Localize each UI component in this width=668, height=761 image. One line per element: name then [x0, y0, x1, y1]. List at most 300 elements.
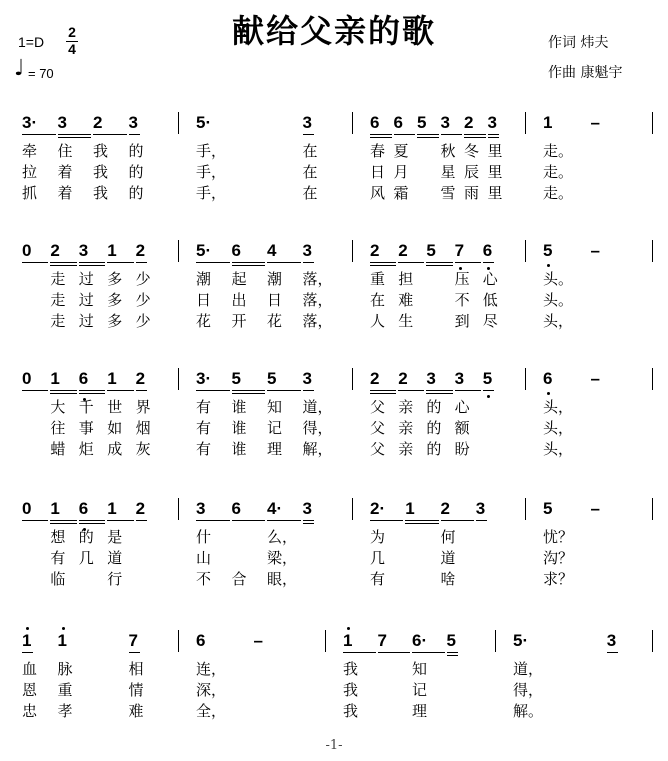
lyric-char: 的: [128, 184, 144, 202]
lyric-char: 夏: [393, 142, 409, 160]
lyric-char: 到: [454, 312, 470, 330]
lyric-char: 我: [343, 660, 359, 678]
lyric-char: 手，: [196, 163, 227, 181]
lyric-char: 尽: [482, 312, 498, 330]
beam-line: [483, 262, 494, 263]
lyric-char: 想: [50, 528, 66, 546]
lyric-char: 花: [267, 312, 283, 330]
lyric-char: 在: [370, 291, 386, 309]
beam-line: [398, 390, 424, 391]
note: 6: [231, 499, 241, 518]
bar-line: [178, 630, 179, 652]
note: 1: [57, 631, 67, 650]
beam-line: [303, 134, 314, 135]
beam-line: [370, 137, 392, 138]
lyric-char: 日: [196, 291, 212, 309]
bar-line: [495, 630, 496, 652]
lyric-char: 我: [93, 184, 109, 202]
note: 3: [440, 113, 450, 132]
beam-line: [441, 134, 463, 135]
lyric-char: 记: [412, 681, 428, 699]
bar-line: [525, 498, 526, 520]
note: 2: [50, 241, 60, 260]
lyric-char: 梁，: [267, 549, 298, 567]
lyric-char: 得，: [513, 681, 544, 699]
note: 1: [343, 631, 353, 650]
lyric-char: 过: [78, 270, 94, 288]
bar-line: [178, 368, 179, 390]
beam-line: [447, 655, 458, 656]
lyric-char: 过: [78, 291, 94, 309]
lyric-char: 连，: [196, 660, 227, 678]
lyric-char: 知: [267, 398, 283, 416]
note: 6: [482, 241, 493, 260]
note: 2: [440, 499, 450, 518]
lyric-char: 多: [107, 312, 123, 330]
lyric-char: 多: [107, 270, 123, 288]
octave-dot-above: [347, 627, 350, 630]
lyric-char: 心: [482, 270, 498, 288]
bar-line: [652, 112, 653, 134]
lyric-char: 的: [128, 163, 144, 181]
lyric-char: 的: [426, 440, 442, 458]
lyric-char: 孝: [57, 702, 73, 720]
beam-line: [370, 262, 396, 263]
note: 2: [135, 369, 146, 388]
note: 3: [454, 369, 465, 388]
beam-line: [378, 652, 411, 653]
lyric-char: 脉: [57, 660, 73, 678]
note: 3: [487, 113, 497, 132]
beam-line: [394, 134, 416, 135]
beam-line: [483, 390, 494, 391]
beam-line: [58, 137, 92, 138]
note: 1: [543, 113, 553, 132]
lyric-char: 有: [50, 549, 66, 567]
note: 2: [135, 241, 146, 260]
lyric-char: 解，: [302, 440, 333, 458]
lyric-char: 理: [412, 702, 428, 720]
lyric-char: 蜡: [50, 440, 66, 458]
beam-line: [447, 652, 458, 653]
lyric-char: 沟？: [543, 549, 574, 567]
bar-line: [352, 112, 353, 134]
lyric-char: 头，: [543, 419, 574, 437]
lyric-char: 多: [107, 291, 123, 309]
lyric-char: 落，: [302, 291, 333, 309]
beam-line: [50, 520, 76, 521]
lyric-char: 走。: [543, 184, 574, 202]
note: 2: [398, 369, 408, 388]
lyric-char: 落，: [302, 270, 333, 288]
note: 2: [135, 499, 146, 518]
beam-line: [79, 393, 105, 394]
lyric-char: 走: [50, 270, 66, 288]
beam-line: [79, 390, 105, 391]
beam-line: [370, 393, 396, 394]
page-number: -1-: [325, 738, 343, 753]
beam-line: [426, 390, 452, 391]
beam-line: [464, 134, 486, 135]
lyric-char: 抓: [22, 184, 38, 202]
lyric-char: 辰: [464, 163, 480, 181]
beam-line: [370, 265, 396, 266]
lyric-char: 亲: [398, 419, 414, 437]
beam-line: [464, 137, 486, 138]
lyric-char: 秋: [440, 142, 456, 160]
lyric-char: 雨: [464, 184, 480, 202]
beam-line: [79, 262, 105, 263]
beam-line: [50, 393, 76, 394]
lyric-char: 如: [107, 419, 123, 437]
beam-line: [370, 390, 396, 391]
lyric-char: 什: [196, 528, 212, 546]
lyric-char: 在: [302, 184, 318, 202]
lyric-char: 记: [267, 419, 283, 437]
bar-line: [352, 240, 353, 262]
octave-dot-below: [487, 395, 490, 398]
time-signature-bottom: 4: [68, 41, 76, 57]
lyric-char: 潮: [267, 270, 283, 288]
lyric-char: 走: [50, 312, 66, 330]
beam-line: [50, 523, 76, 524]
lyric-char: 日: [267, 291, 283, 309]
lyric-char: 几: [78, 549, 94, 567]
beam-line: [22, 134, 56, 135]
lyric-char: 头，: [543, 312, 574, 330]
lyric-char: 日: [370, 163, 386, 181]
note: 5·: [513, 631, 529, 650]
beam-line: [50, 265, 76, 266]
song-title: 献给父亲的歌: [231, 12, 436, 50]
lyric-char: 少: [135, 312, 151, 330]
lyric-char: 道: [440, 549, 456, 567]
lyric-char: 霜: [393, 184, 409, 202]
quarter-note-icon: ♩: [14, 56, 25, 81]
lyric-char: 的: [128, 142, 144, 160]
lyric-char: 走。: [543, 142, 574, 160]
note: 5: [543, 499, 553, 518]
lyric-char: 求？: [543, 570, 574, 588]
time-signature-top: 2: [68, 24, 76, 40]
lyric-char: 界: [135, 398, 151, 416]
lyric-char: 着: [57, 163, 73, 181]
lyric-char: 道，: [302, 398, 333, 416]
lyric-char: 亲: [398, 398, 414, 416]
lyric-char: 道: [107, 549, 123, 567]
octave-dot-below: [547, 392, 550, 395]
lyricist-credit: 作词 炜夫: [548, 35, 609, 51]
lyric-char: 忧？: [543, 528, 574, 546]
lyric-char: 合: [231, 570, 247, 588]
note: 3·: [22, 113, 38, 132]
lyric-char: 重: [57, 681, 73, 699]
lyric-char: 谁: [231, 440, 247, 458]
beam-line: [412, 652, 445, 653]
beam-line: [303, 262, 314, 263]
lyric-char: 难: [128, 702, 144, 720]
note: 6: [78, 499, 89, 518]
lyric-char: 牵: [22, 142, 38, 160]
lyric-char: 头。: [543, 291, 574, 309]
lyric-char: 千: [78, 398, 94, 416]
lyric-char: 人: [370, 312, 386, 330]
note: 5·: [196, 241, 212, 260]
note: 3: [128, 113, 138, 132]
note: 2: [464, 113, 474, 132]
bar-line: [178, 498, 179, 520]
note: 7: [454, 241, 465, 260]
lyric-char: 过: [78, 312, 94, 330]
lyric-char: 雪: [440, 184, 456, 202]
beam-line: [93, 134, 127, 135]
lyric-char: 额: [454, 419, 470, 437]
lyric-char: 道，: [513, 660, 544, 678]
note: 1: [107, 499, 117, 518]
lyric-char: 压: [454, 270, 470, 288]
beam-line: [405, 520, 438, 521]
beam-line: [196, 520, 230, 521]
lyric-char: 相: [128, 660, 144, 678]
beam-line: [405, 523, 438, 524]
lyric-char: 开: [231, 312, 247, 330]
key-signature: 1=D: [18, 34, 45, 50]
sustain-dash: –: [590, 113, 600, 132]
beam-line: [129, 652, 140, 653]
bar-line: [525, 368, 526, 390]
beam-line: [267, 520, 301, 521]
lyric-char: 忠: [22, 702, 38, 720]
lyric-char: 在: [302, 142, 318, 160]
lyric-char: 世: [107, 398, 123, 416]
lyric-char: 盼: [454, 440, 470, 458]
lyric-char: 风: [370, 184, 386, 202]
bar-line: [525, 112, 526, 134]
lyric-char: 少: [135, 270, 151, 288]
beam-line: [196, 390, 230, 391]
beam-line: [232, 390, 266, 391]
lyric-char: 炬: [78, 440, 94, 458]
lyric-char: 走: [50, 291, 66, 309]
note: 5: [482, 369, 493, 388]
note: 2: [370, 369, 380, 388]
lyric-char: 行: [107, 570, 123, 588]
beam-line: [50, 390, 76, 391]
bar-line: [652, 368, 653, 390]
note: 5: [426, 241, 436, 260]
lyric-char: 是: [107, 528, 123, 546]
beam-line: [370, 520, 403, 521]
beam-line: [50, 262, 76, 263]
lyric-char: 重: [370, 270, 386, 288]
lyric-char: 的: [426, 419, 442, 437]
lyric-char: 里: [487, 142, 503, 160]
lyric-char: 为: [370, 528, 386, 546]
lyric-char: 担: [398, 270, 414, 288]
beam-line: [343, 652, 376, 653]
lyric-char: 不: [196, 570, 212, 588]
beam-line: [426, 262, 452, 263]
note: 1: [50, 369, 60, 388]
beam-line: [370, 134, 392, 135]
beam-line: [398, 262, 424, 263]
lyric-char: 得，: [302, 419, 333, 437]
lyric-char: 往: [50, 419, 66, 437]
note: 1: [22, 631, 32, 650]
lyric-char: 我: [343, 702, 359, 720]
sustain-dash: –: [590, 369, 600, 388]
lyric-char: 起: [231, 270, 247, 288]
note: 1: [107, 241, 117, 260]
note: 4: [267, 241, 277, 260]
tempo-marking: = 70: [28, 66, 54, 81]
note: 2·: [370, 499, 386, 518]
note: 6: [231, 241, 241, 260]
note: 3: [78, 241, 89, 260]
lyric-char: 有: [196, 398, 212, 416]
lyric-char: 谁: [231, 398, 247, 416]
beam-line: [303, 523, 314, 524]
note: 5: [543, 241, 553, 260]
note: 6·: [412, 631, 428, 650]
beam-line: [232, 520, 266, 521]
lyric-char: 临: [50, 570, 66, 588]
beam-line: [417, 137, 439, 138]
note: 1: [107, 369, 117, 388]
lyric-char: 恩: [22, 681, 38, 699]
note: 5: [446, 631, 456, 650]
beam-line: [488, 134, 499, 135]
lyric-char: 亲: [398, 440, 414, 458]
lyric-char: 拉: [22, 163, 38, 181]
lyric-char: 父: [370, 419, 386, 437]
lyric-char: 在: [302, 163, 318, 181]
note: 6: [78, 369, 89, 388]
beam-line: [426, 393, 452, 394]
lyric-char: 全，: [196, 702, 227, 720]
lyric-char: 父: [370, 398, 386, 416]
beam-line: [136, 262, 147, 263]
beam-line: [196, 262, 230, 263]
beam-line: [455, 390, 481, 391]
lyric-char: 不: [454, 291, 470, 309]
beam-line: [232, 393, 266, 394]
bar-line: [352, 498, 353, 520]
lyric-char: 头，: [543, 398, 574, 416]
lyric-char: 有: [370, 570, 386, 588]
lyric-char: 手，: [196, 184, 227, 202]
note: 5: [267, 369, 277, 388]
lyric-char: 星: [440, 163, 456, 181]
beam-line: [58, 134, 92, 135]
octave-dot-above: [62, 627, 65, 630]
lyric-char: 情: [128, 681, 144, 699]
lyric-char: 血: [22, 660, 38, 678]
note: 3: [196, 499, 206, 518]
lyric-char: 里: [487, 184, 503, 202]
note: 2: [93, 113, 103, 132]
lyric-char: 何: [440, 528, 456, 546]
lyric-char: 花: [196, 312, 212, 330]
lyric-char: 低: [482, 291, 498, 309]
octave-dot-above: [26, 627, 29, 630]
note: 3: [302, 369, 312, 388]
note: 3: [302, 499, 312, 518]
note: 5·: [196, 113, 212, 132]
lyric-char: 的: [78, 528, 94, 546]
lyric-char: 春: [370, 142, 386, 160]
note: 3: [57, 113, 67, 132]
lyric-char: 谁: [231, 419, 247, 437]
lyric-char: 山: [196, 549, 212, 567]
beam-line: [79, 520, 105, 521]
note: 6: [393, 113, 403, 132]
lyric-char: 冬: [464, 142, 480, 160]
lyric-char: 有: [196, 419, 212, 437]
lyric-char: 几: [370, 549, 386, 567]
bar-line: [325, 630, 326, 652]
beam-line: [441, 520, 474, 521]
beam-line: [22, 262, 48, 263]
sustain-dash: –: [590, 241, 600, 260]
lyric-char: 出: [231, 291, 247, 309]
beam-line: [455, 262, 481, 263]
lyric-char: 我: [93, 142, 109, 160]
note: 0: [22, 369, 32, 388]
bar-line: [178, 240, 179, 262]
octave-dot-below: [547, 264, 550, 267]
lyric-char: 头，: [543, 440, 574, 458]
beam-line: [232, 262, 266, 263]
lyric-char: 有: [196, 440, 212, 458]
beam-line: [136, 520, 147, 521]
lyric-char: 知: [412, 660, 428, 678]
lyric-char: 难: [398, 291, 414, 309]
lyric-char: 眼，: [267, 570, 298, 588]
lyric-char: 住: [57, 142, 73, 160]
beam-line: [136, 390, 147, 391]
note: 3·: [196, 369, 212, 388]
bar-line: [178, 112, 179, 134]
lyric-char: 手，: [196, 142, 227, 160]
beam-line: [129, 134, 140, 135]
beam-line: [107, 262, 133, 263]
note: 4·: [267, 499, 283, 518]
sustain-dash: –: [590, 499, 600, 518]
composer-credit: 作曲 康魁宇: [548, 65, 623, 81]
note: 3: [475, 499, 486, 518]
lyric-char: 啥: [440, 570, 456, 588]
beam-line: [22, 520, 48, 521]
lyric-char: 的: [426, 398, 442, 416]
note: 6: [370, 113, 380, 132]
note: 2: [398, 241, 408, 260]
note: 0: [22, 499, 32, 518]
lyric-char: 成: [107, 440, 123, 458]
beam-line: [22, 390, 48, 391]
lyric-char: 烟: [135, 419, 151, 437]
bar-line: [352, 368, 353, 390]
beam-line: [417, 134, 439, 135]
bar-line: [652, 630, 653, 652]
bar-line: [525, 240, 526, 262]
lyric-char: 少: [135, 291, 151, 309]
lyric-char: 灰: [135, 440, 151, 458]
beam-line: [303, 520, 314, 521]
lyric-char: 潮: [196, 270, 212, 288]
note: 6: [196, 631, 206, 650]
lyric-char: 父: [370, 440, 386, 458]
